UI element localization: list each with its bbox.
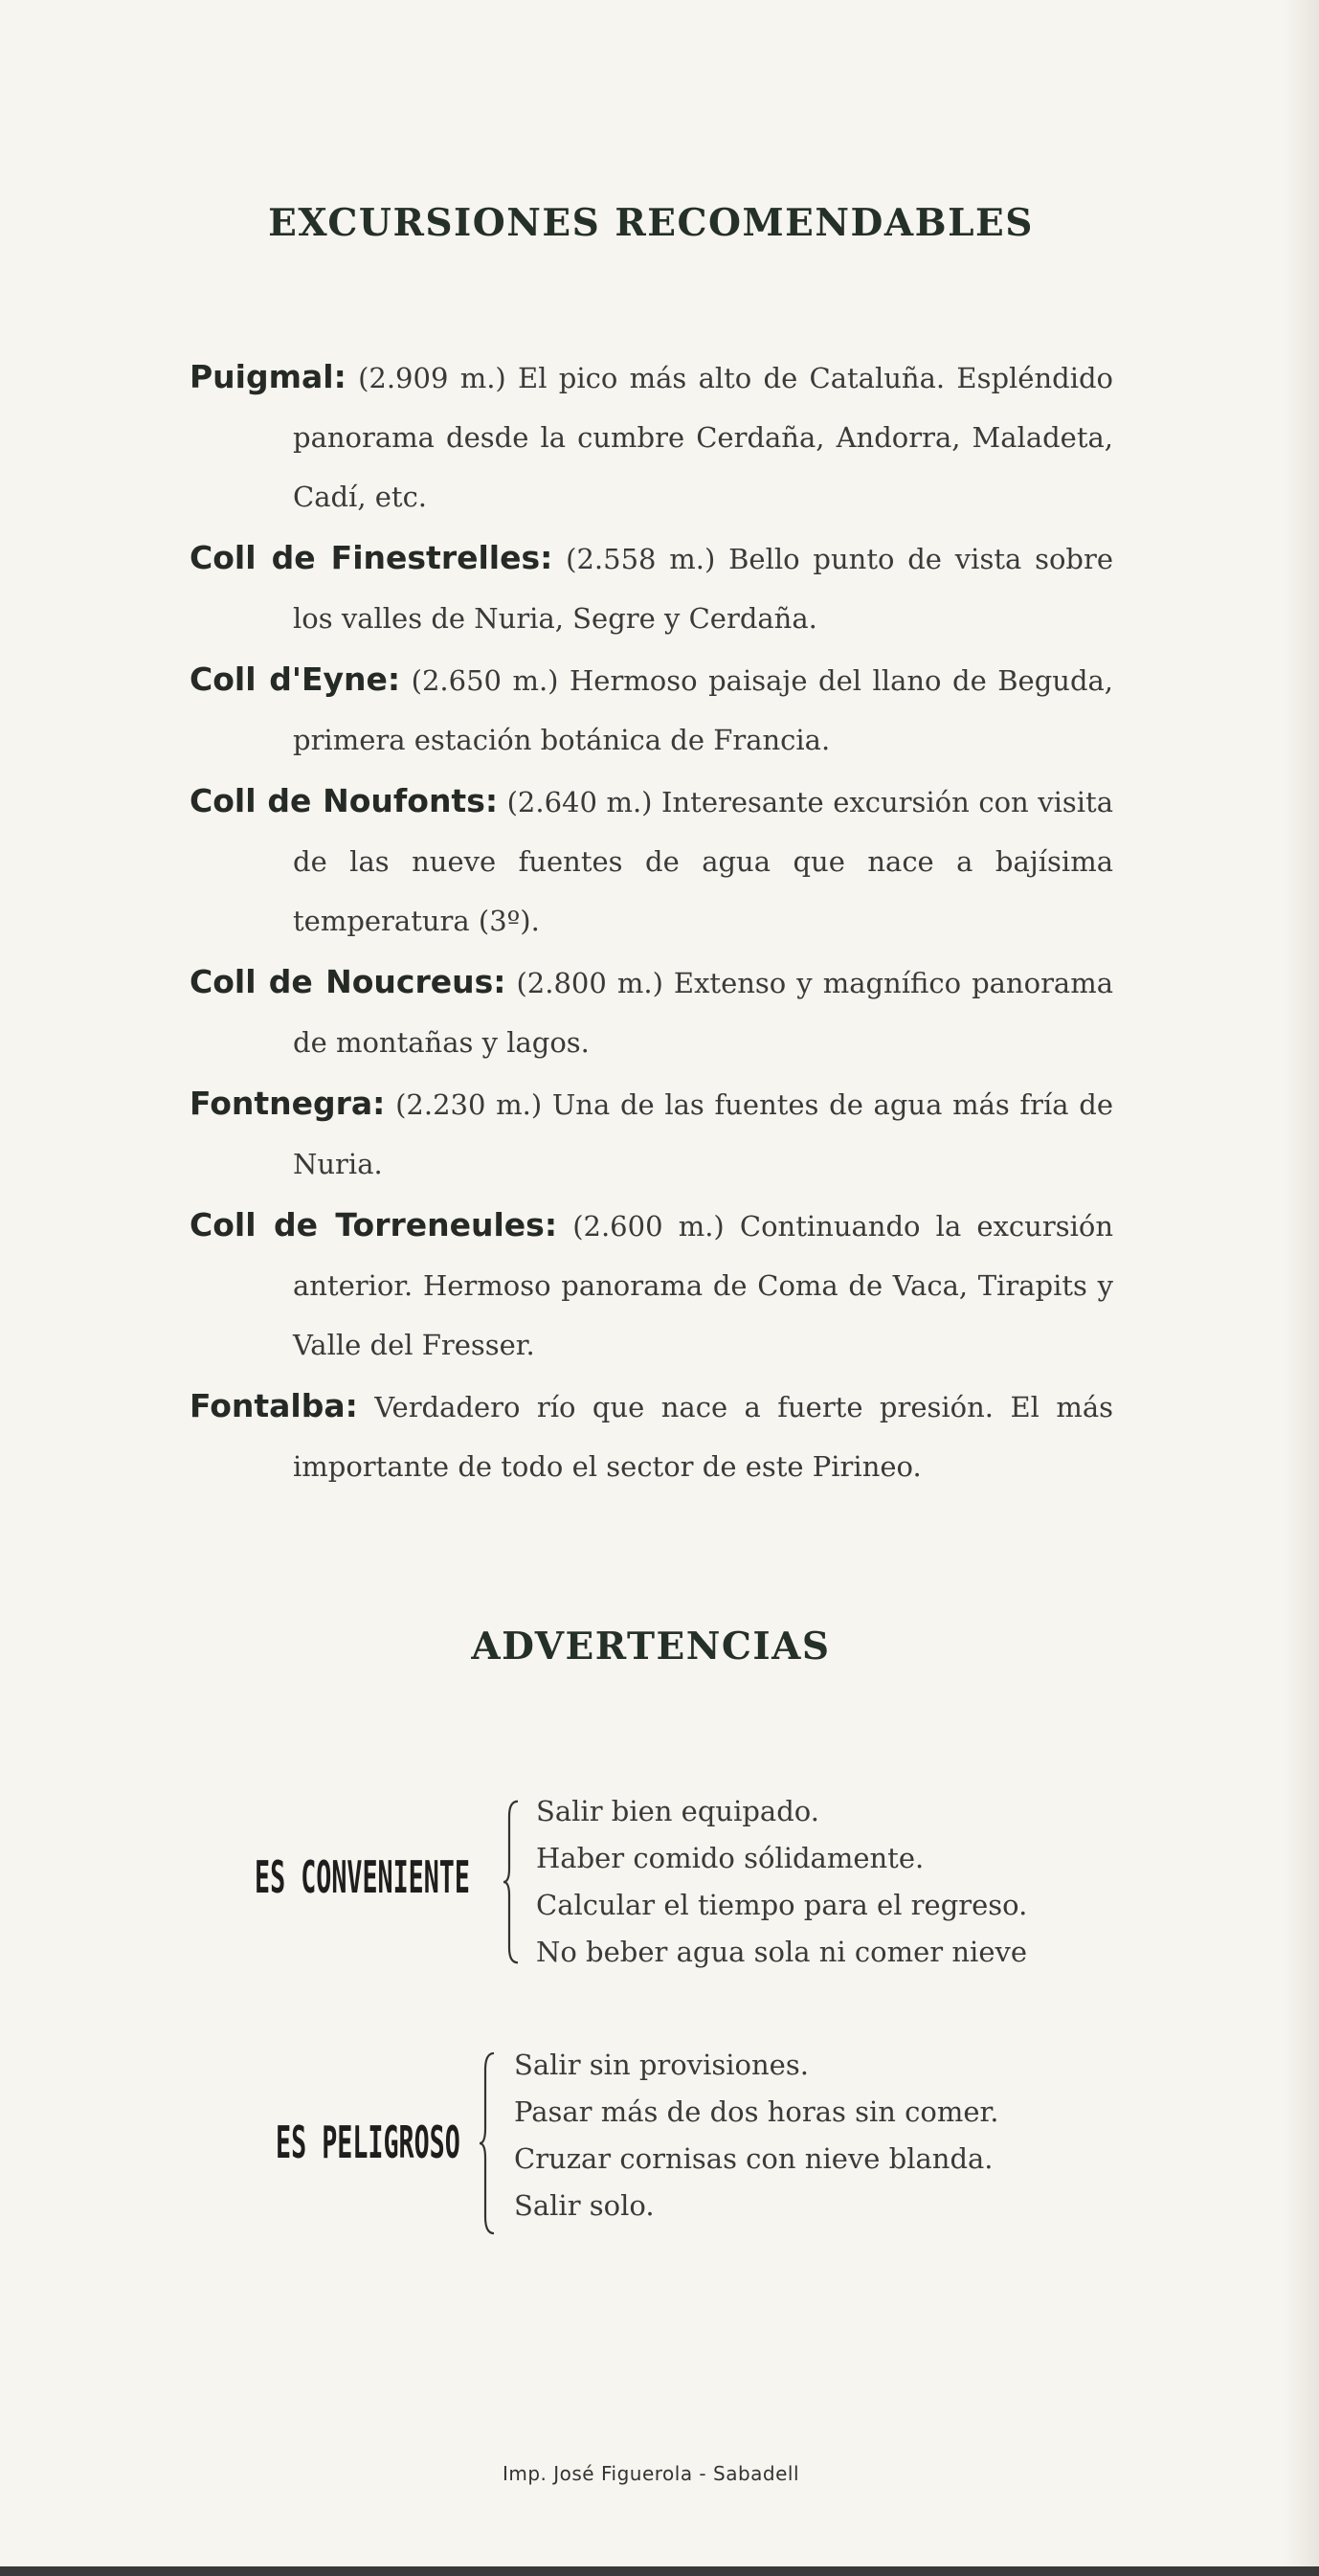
- excursion-item: [190, 528, 1113, 648]
- warning-item: Salir sin provisiones.: [514, 2049, 809, 2081]
- excursion-item: [190, 952, 1113, 1072]
- excursion-name: Fontnegra:: [190, 1085, 386, 1122]
- printer-credit: Imp. José Figuerola - Sabadell: [502, 2462, 800, 2485]
- excursion-name: Coll de Finestrelles:: [190, 539, 553, 576]
- warning-item: Pasar más de dos horas sin comer.: [514, 2095, 999, 2128]
- warnings-title: ADVERTENCIAS: [471, 1624, 831, 1669]
- curly-brace-icon: [503, 1800, 522, 1964]
- excursion-name: Coll de Noufonts:: [190, 782, 499, 819]
- warning-items: [514, 2042, 998, 2229]
- excursion-description: (2.800 m.) Extenso y magnífico panorama de montañas y lagos.: [293, 967, 1114, 1059]
- excursion-description: Verdadero río que nace a fuerte presión. El más importante de todo el sector de este Pirineo.: [293, 1391, 1113, 1483]
- warning-item: Cruzar cornisas con nieve blanda.: [514, 2142, 994, 2175]
- excursion-description: (2.650 m.) Hermoso paisaje del llano de Beguda, primera estación botánica de Francia.: [293, 664, 1114, 756]
- excursion-description: (2.558 m.) Bello punto de vista sobre los valles de Nuria, Segre y Cerdaña.: [293, 543, 1114, 635]
- curly-brace-icon: [479, 2051, 498, 2235]
- excursion-name: Coll d'Eyne:: [190, 661, 401, 698]
- paper-bottom-edge: [0, 2566, 1319, 2576]
- warning-item: No beber agua sola ni comer nieve: [536, 1936, 1028, 1968]
- warning-item: Haber comido sólidamente.: [536, 1842, 925, 1874]
- excursion-item: [190, 1074, 1113, 1194]
- warning-label: ES PELIGROSO: [276, 2117, 460, 2168]
- excursion-name: Puigmal:: [190, 358, 347, 395]
- warning-label: ES CONVENIENTE: [255, 1851, 470, 1903]
- excursion-item: [190, 1196, 1113, 1375]
- excursion-description: (2.230 m.) Una de las fuentes de agua más fría de Nuria.: [293, 1088, 1114, 1180]
- excursion-description: (2.640 m.) Interesante excursión con visita de las nueve fuentes de agua que nace a bajísima temperatura (3º).: [293, 786, 1114, 937]
- excursion-item: [190, 1377, 1113, 1496]
- warning-item: Calcular el tiempo para el regreso.: [536, 1889, 1028, 1921]
- excursion-name: Coll de Noucreus:: [190, 963, 506, 1000]
- excursion-name: Fontalba:: [190, 1387, 358, 1424]
- page-title: EXCURSIONES RECOMENDABLES: [268, 201, 1034, 245]
- excursion-item: [190, 650, 1113, 770]
- excursion-description: (2.600 m.) Continuando la excursión anterior. Hermoso panorama de Coma de Vaca, Tirapits y Valle del Fresser.: [293, 1210, 1114, 1361]
- excursion-list: [190, 347, 1113, 1498]
- excursion-item: [190, 772, 1113, 951]
- excursion-description: (2.909 m.) El pico más alto de Cataluña. Espléndido panorama desde la cumbre Cerdaña, Andorra, Maladeta, Cadí, etc.: [293, 362, 1113, 513]
- excursion-item: [190, 347, 1113, 526]
- excursion-name: Coll de Torreneules:: [190, 1206, 558, 1243]
- warning-items: [536, 1788, 1027, 1976]
- warning-item: Salir solo.: [514, 2189, 655, 2222]
- warning-item: Salir bien equipado.: [536, 1795, 819, 1827]
- paper-edge-shadow: [1285, 0, 1319, 2576]
